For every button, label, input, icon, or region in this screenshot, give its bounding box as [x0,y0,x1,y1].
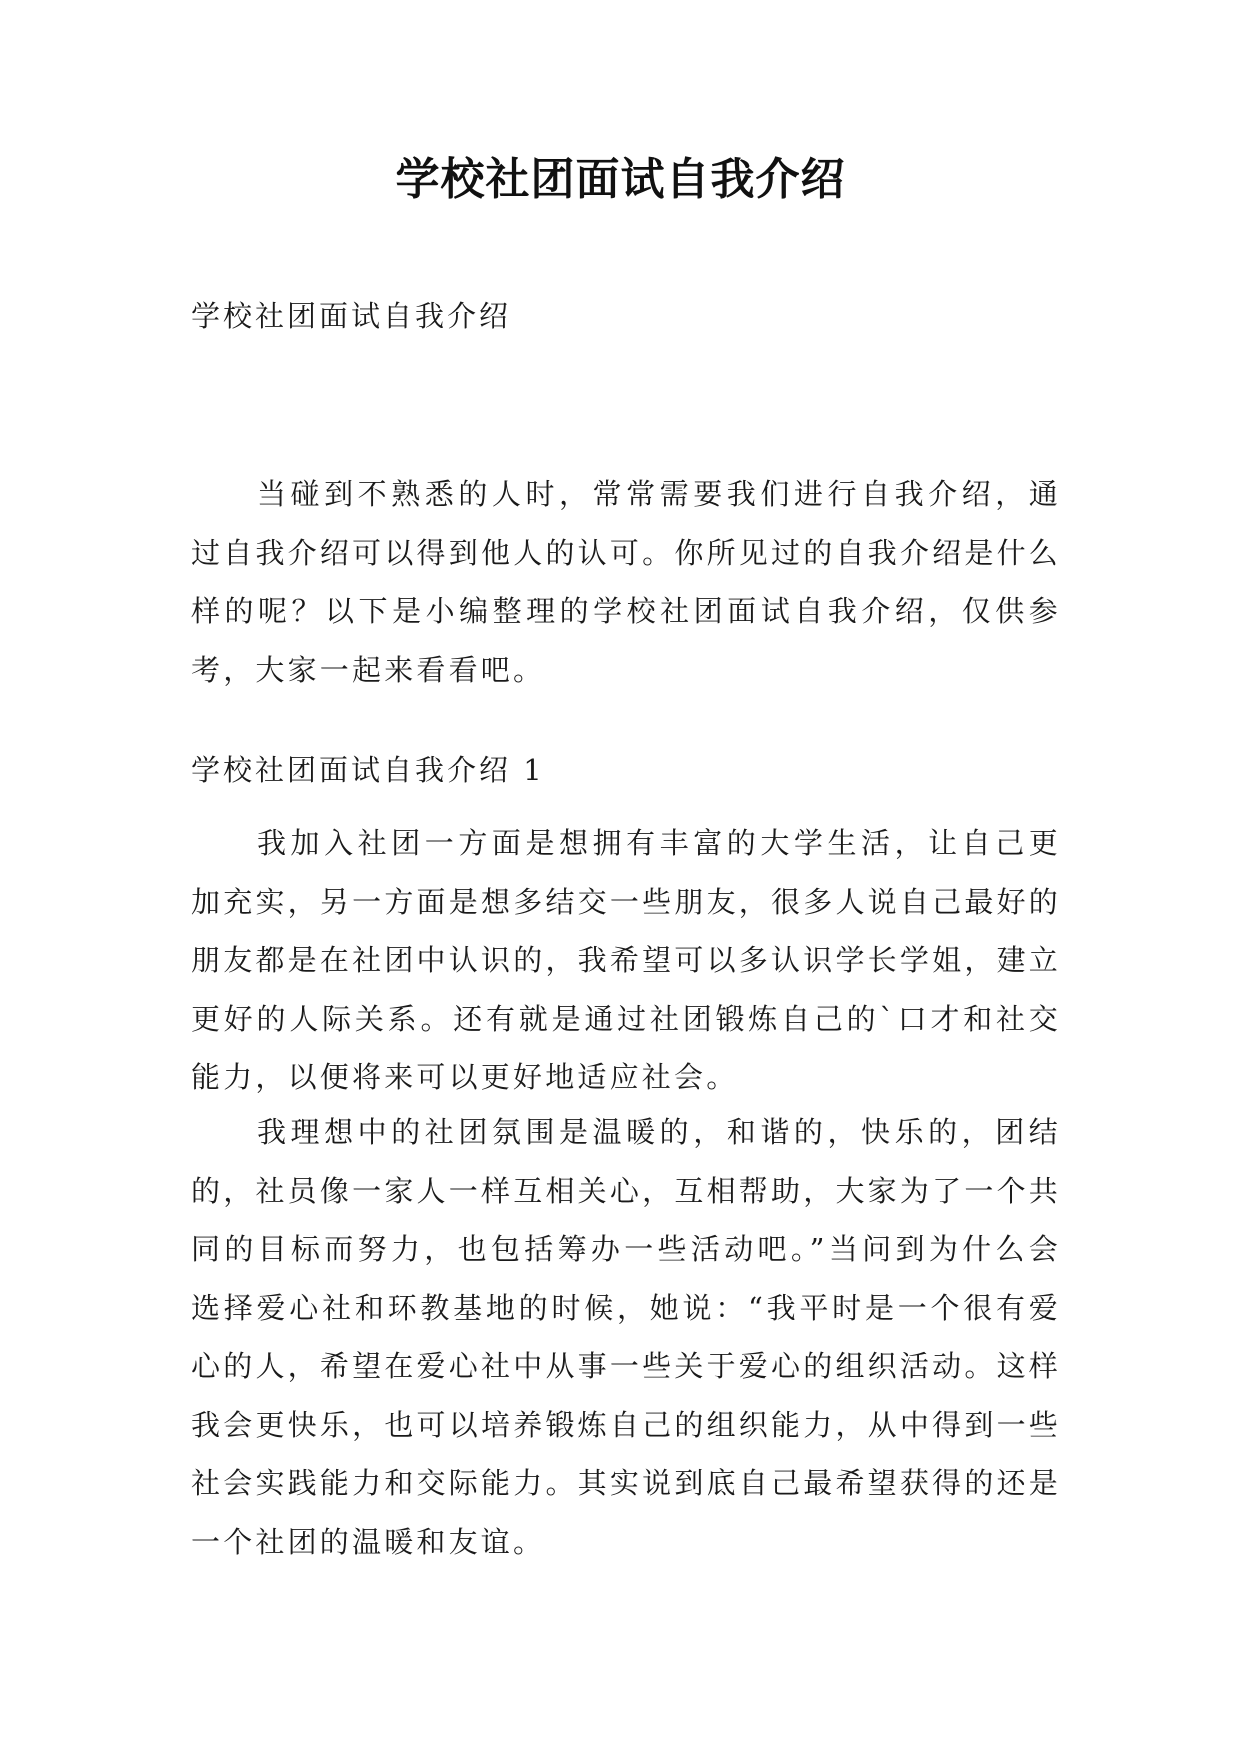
body-paragraph-1: 我加入社团一方面是想拥有丰富的大学生活，让自己更加充实，另一方面是想多结交一些朋友，很多人说自己最好的朋友都是在社团中认识的，我希望可以多认识学长学姐，建立更好的人际关系。还有就是通过社团锻炼自己的`口才和社交能力，以便将来可以更好地适应社会。 [191,826,1061,1094]
body-paragraph-2: 我理想中的社团氛围是温暖的，和谐的，快乐的，团结的，社员像一家人一样互相关心，互相帮助，大家为了一个共同的目标而努力，也包括筹办一些活动吧。”当问到为什么会选择爱心社和环教基地的时候，她说：“我平时是一个很有爱心的人，希望在爱心社中从事一些关于爱心的组织活动。这样我会更快乐，也可以培养锻炼自己的组织能力，从中得到一些社会实践能力和交际能力。其实说到底自己最希望获得的还是一个社团的温暖和友谊。 [191,1115,1061,1559]
document-title: 学校社团面试自我介绍 [395,154,846,205]
document-subtitle: 学校社团面试自我介绍 [191,299,512,333]
intro-paragraph: 当碰到不熟悉的人时，常常需要我们进行自我介绍，通过自我介绍可以得到他人的认可。你所见过的自我介绍是什么样的呢？以下是小编整理的学校社团面试自我介绍，仅供参考，大家一起来看看吧。 [191,477,1061,687]
section-heading-1: 学校社团面试自我介绍 1 [191,753,545,787]
